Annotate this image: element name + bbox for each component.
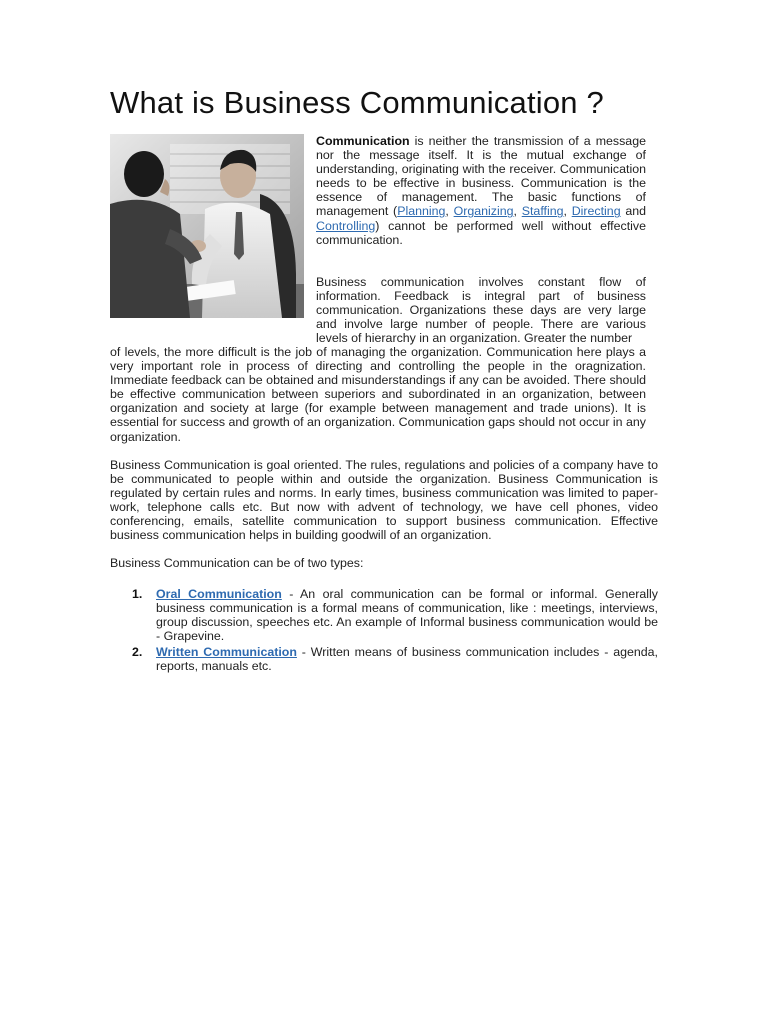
list-item-text: - An oral communication can be formal or informal. Generally business communication is a formal means of communication, like : meetings, interviews, group discussion, speeches etc. An example of Informal business communication would be - Grapevine. [156, 587, 658, 644]
photo-illustration [110, 134, 304, 318]
paragraph-2-top: Business communication involves constant flow of information. Feedback is integral part of business communication. Organizations these days are very large and involve large number of people. There are various levels of hierarchy in an organization. Greater the number [316, 275, 646, 346]
business-meeting-photo [110, 134, 304, 318]
intro-lead: Communication [316, 134, 410, 148]
intro-paragraph [316, 134, 646, 247]
link-written-communication[interactable]: Written Communication [156, 645, 297, 660]
link-planning[interactable]: Planning [397, 204, 446, 219]
separator: and [620, 204, 647, 219]
link-directing[interactable]: Directing [571, 204, 621, 219]
separator: , [445, 204, 454, 219]
intro-text-2: ) cannot be performed well without effective communication. [316, 218, 646, 247]
paragraph-3: Business Communication is goal oriented. The rules, regulations and policies of a company have to be communicated to people within and outside the organization. Business Communication is regulated by certain rules and norms. In early times, business communication was limited to paper-work, telephone calls etc. But now with advent of technology, we have cell phones, video conferencing, emails, satellite communication to support business communication. Effective business communication helps in building goodwill of an organization. [110, 458, 658, 543]
link-organizing[interactable]: Organizing [453, 204, 514, 219]
separator: , [563, 204, 572, 219]
link-staffing[interactable]: Staffing [521, 204, 564, 219]
list-item-text: - Written means of business communication includes - agenda, reports, manuals etc. [156, 645, 658, 674]
link-oral-communication[interactable]: Oral Communication [156, 587, 282, 601]
types-intro: Business Communication can be of two types: [110, 556, 364, 570]
list-item-oral [110, 587, 658, 643]
list-number: 2. [132, 645, 143, 660]
list-number: 1. [132, 587, 143, 601]
types-list [110, 587, 658, 676]
link-controlling[interactable]: Controlling [316, 218, 376, 233]
intro-text-1: is neither the transmission of a message nor the message itself. It is the mutual exchange of understanding, originating with the receiver. Communication needs to be effective in business. Communication is the essence of management. The basic functions of management ( [316, 134, 646, 219]
paragraph-2-rest: of levels, the more difficult is the job of managing the organization. Communication here plays a very important role in process of directing and controlling the people in the oragnization. Immediate feedback can be obtained and misunderstandings if any can be avoided. There should be effective communication between superiors and subordinated in an organization, between organization and society at large (for example between management and trade unions). It is essential for success and growth of an organization. Communication gaps should not occur in any organization. [110, 345, 646, 444]
separator: , [513, 204, 522, 219]
list-item-written [110, 645, 658, 673]
page-title: What is Business Communication ? [110, 85, 604, 120]
